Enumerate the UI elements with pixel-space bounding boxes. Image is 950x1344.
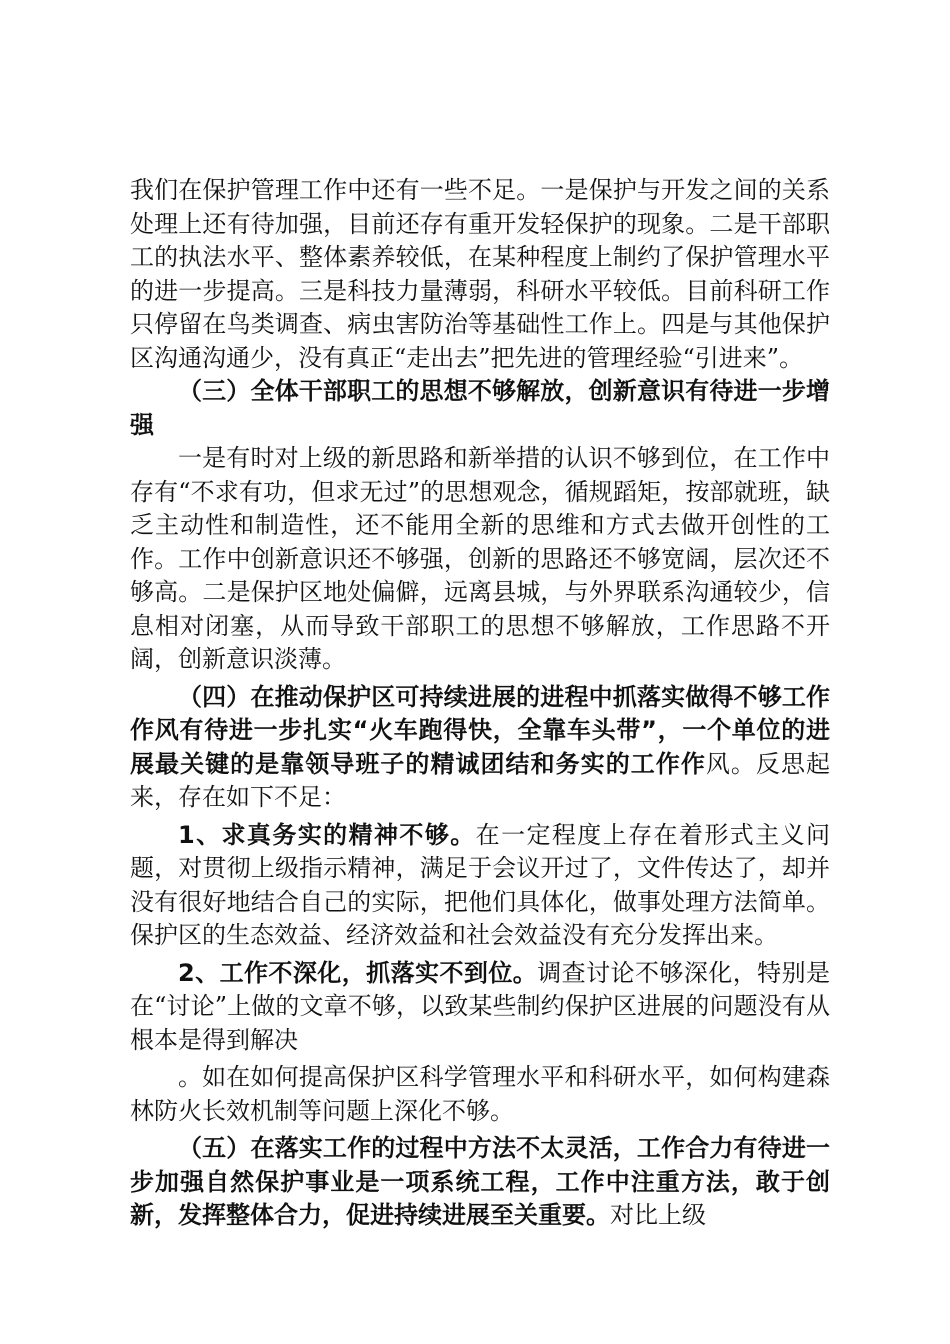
section-heading-5-tail: 对比上级 <box>610 1201 706 1229</box>
list-item-1-text: 在一定程度上存在着形式主义问题，对贯彻上级指示精神，满足于会议开过了，文件传达了，却并没有很好地结合自己的实际，把他们具体化，做事处理方法简单。保护区的生态效益、经济效益和社会效益没有充分发挥出来。 <box>130 820 831 949</box>
paragraph-innovation: 一是有时对上级的新思路和新举措的认识不够到位，在工作中存有“不求有功，但求无过”的思想观念，循规蹈矩，按部就班，缺乏主动性和制造性，还不能用全新的思维和方式去做开创性的工作。工作中创新意识还不够强，创新的思路还不够宽阔，层次还不够高。二是保护区地处偏僻，远离县城，与外界联系沟通较少，信息相对闭塞，从而导致干部职工的思想不够解放，工作思路不开阔，创新意识淡薄。 <box>130 444 830 673</box>
section-heading-5-block <box>130 1132 830 1233</box>
list-item-2 <box>130 957 830 1058</box>
paragraph-continuation: 。如在如何提高保护区科学管理水平和科研水平，如何构建森林防火长效机制等问题上深化不够。 <box>130 1063 830 1125</box>
list-item-1-title: 1、求真务实的精神不够。 <box>178 820 476 849</box>
section-heading-4-tail: 风。反思起来，存在如下不足： <box>130 749 831 811</box>
section-heading-3: （三）全体干部职工的思想不够解放，创新意识有待进一步增强 <box>130 377 830 439</box>
list-item-2-title: 2、工作不深化，抓落实不到位。 <box>178 958 538 987</box>
section-heading-4: （四）在推动保护区可持续进展的进程中抓落实做得不够工作作风有待进一步扎实“火车跑得快，全靠车头带”，一个单位的进展最关键的是靠领导班子的精诚团结和务实的工作作 <box>130 682 830 778</box>
section-heading-4-block <box>130 681 830 815</box>
list-item-1 <box>130 819 830 953</box>
paragraph-shortcomings: 我们在保护管理工作中还有一些不足。一是保护与开发之间的关系处理上还有待加强，目前还存有重开发轻保护的现象。二是干部职工的执法水平、整体素养较低，在某种程度上制约了保护管理水平的进一步提高。三是科技力量薄弱，科研水平较低。目前科研工作只停留在鸟类调查、病虫害防治等基础性工作上。四是与其他保护区沟通沟通少，没有真正“走出去”把先进的管理经验“引进来”。 <box>130 176 830 372</box>
document-body <box>130 174 830 1233</box>
list-item-2-text: 调查讨论不够深化，特别是在“讨论”上做的文章不够，以致某些制约保护区进展的问题没有从根本是得到解决 <box>130 958 830 1054</box>
section-heading-5: （五）在落实工作的过程中方法不太灵活，工作合力有待进一步加强自然保护事业是一项系统工程，工作中注重方法，敢于创新，发挥整体合力，促进持续进展至关重要。 <box>130 1134 830 1229</box>
